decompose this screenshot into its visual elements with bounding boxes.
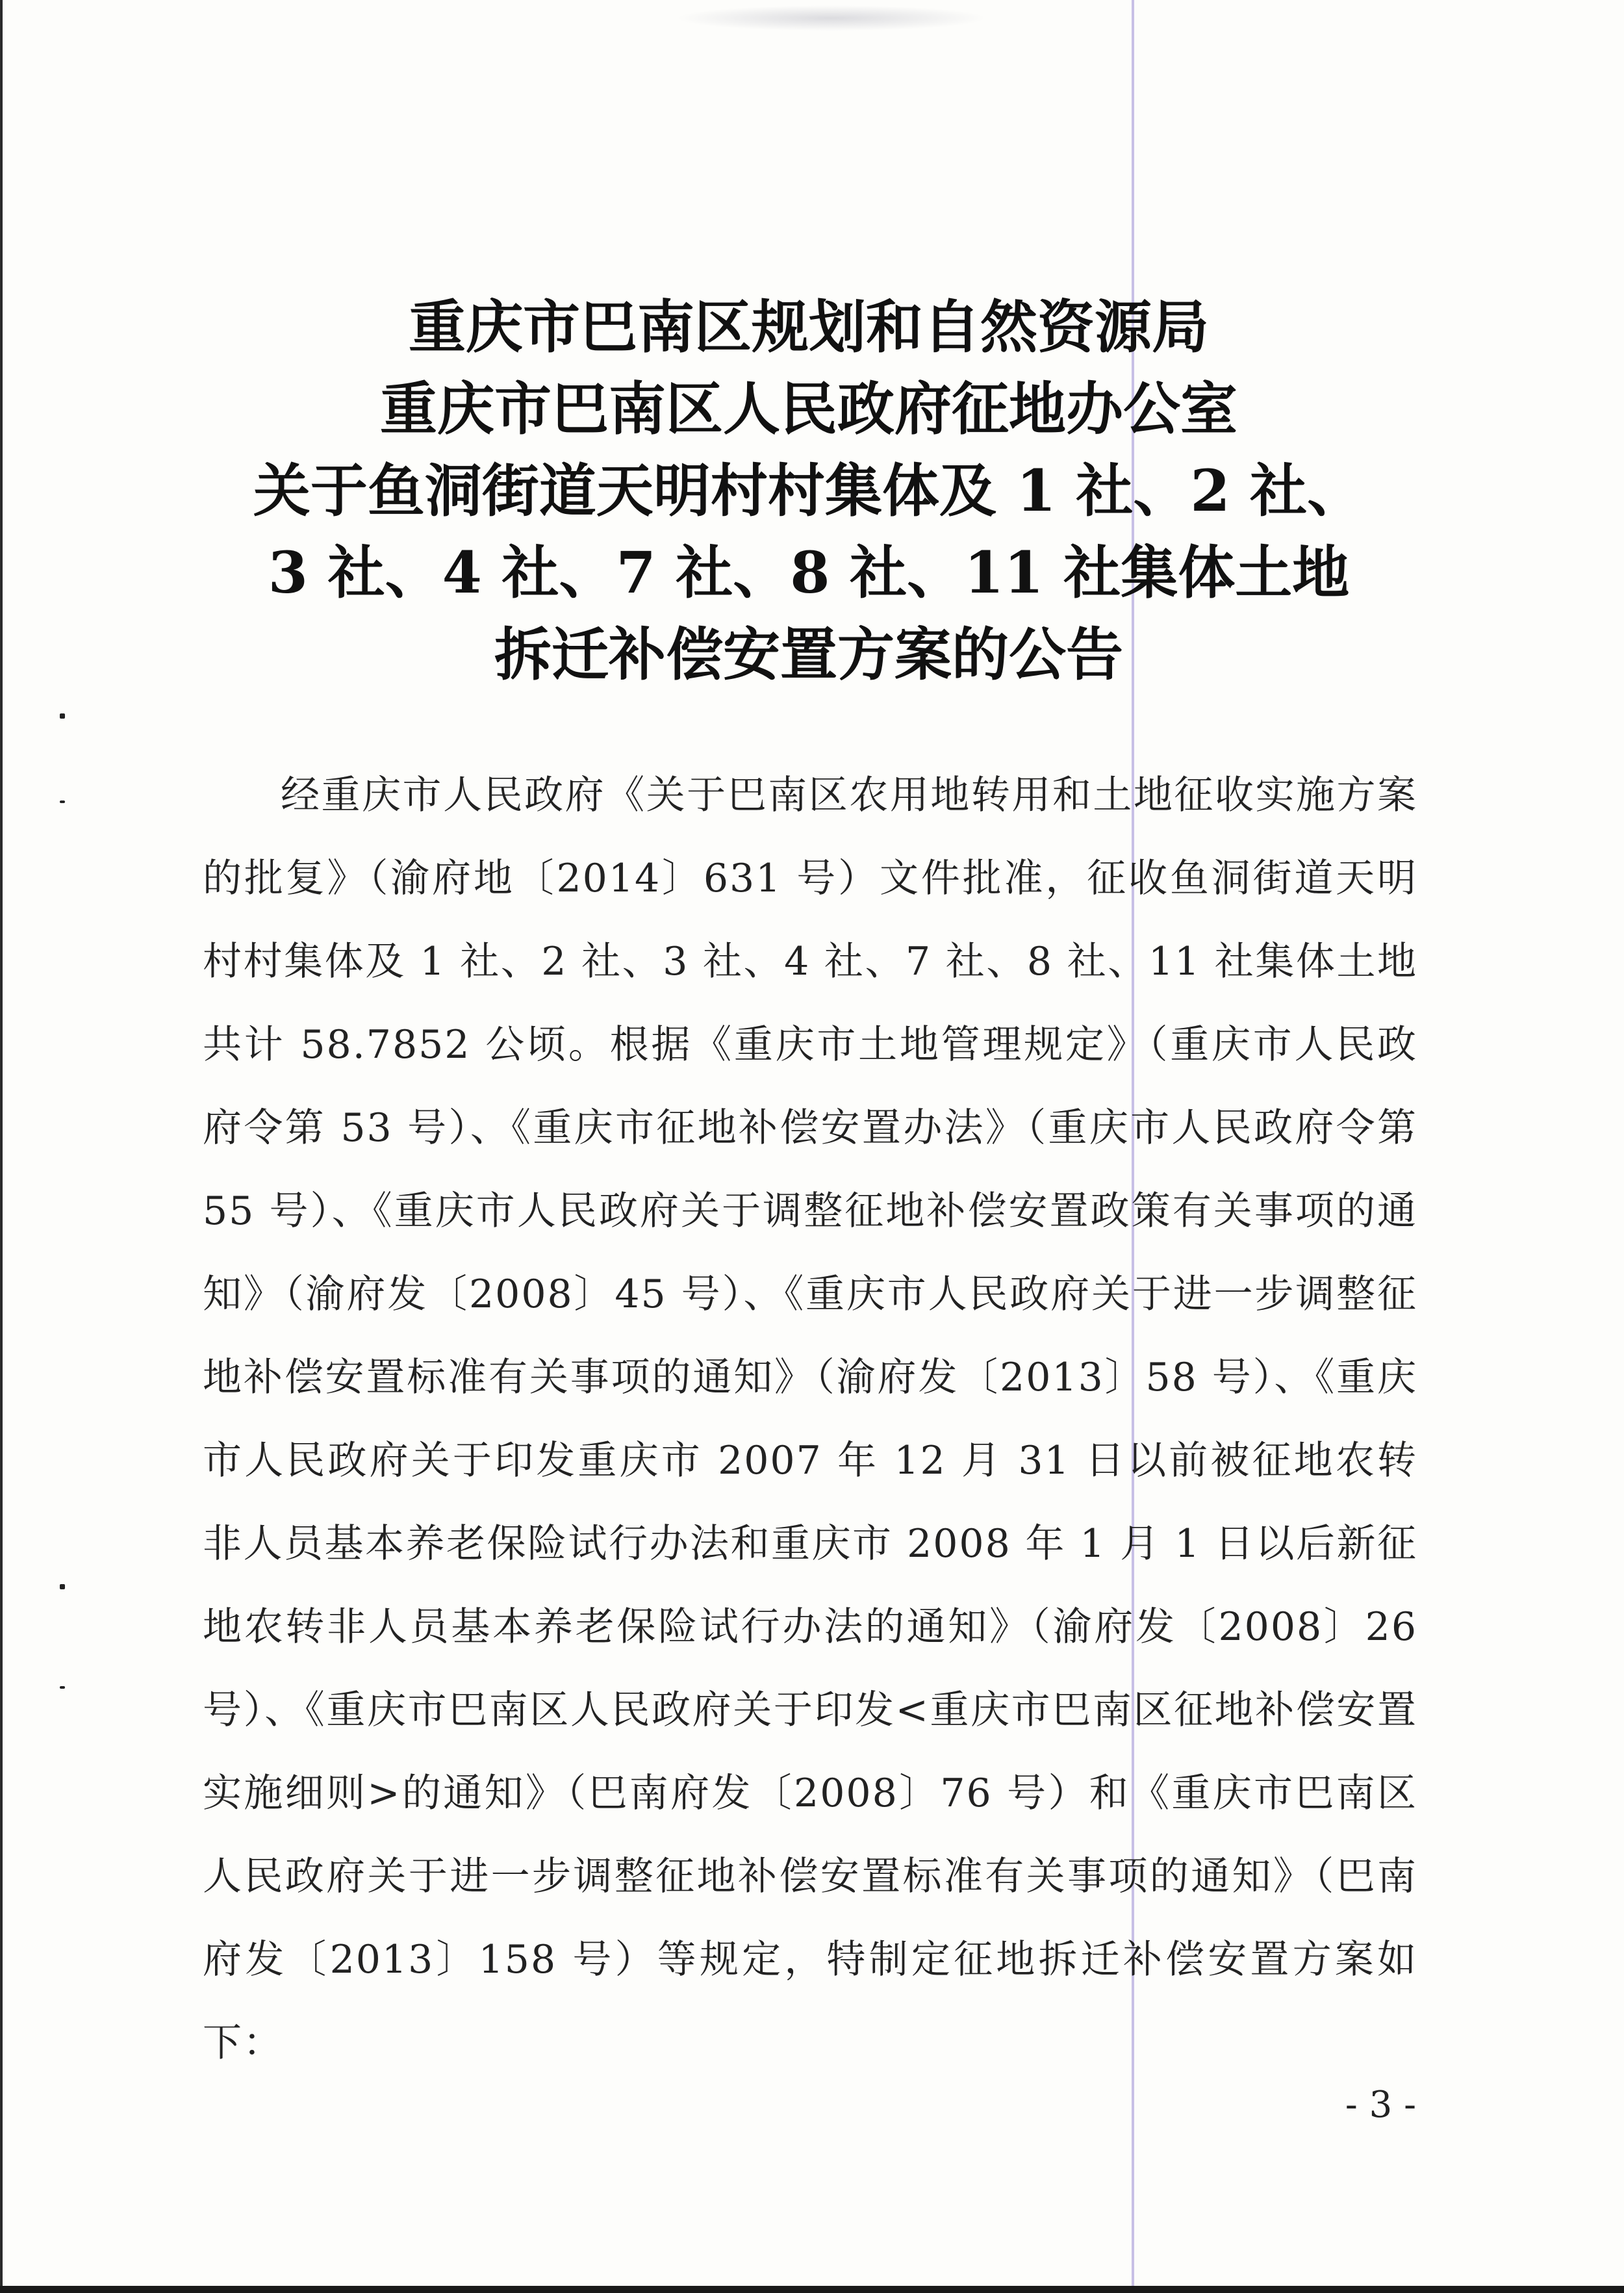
document-title [214,286,1403,695]
title-line: 重庆市巴南区规划和自然资源局 [408,293,1209,361]
page-number: - 3 - [1345,2084,1416,2126]
scan-edge-bottom [0,2286,1624,2293]
title-line: 重庆市巴南区人民政府征地办公室 [379,375,1237,442]
title-line: 关于鱼洞街道天明村村集体及 1 社、2 社、 [253,457,1365,524]
scan-edge-left [0,0,3,2293]
binding-mark [60,1686,65,1689]
binding-mark [60,1584,65,1589]
title-line: 3 社、4 社、7 社、8 社、11 社集体土地 [268,539,1350,606]
body-paragraph: 经重庆市人民政府《关于巴南区农用地转用和土地征收实施方案的批复》（渝府地〔2014〕631 号）文件批准，征收鱼洞街道天明村村集体及 1 社、2 社、3 社、4 社、7 社、8 社、11 社集体土地共计 58.7852 公顷。根据《重庆市土地管理规定》（重庆市人民政府令第 53 号）、《重庆市征地补偿安置办法》（重庆市人民政府令第 55 号）、《重庆市人民政府关于调整征地补偿安置政策有关事项的通知》（渝府发〔2008〕45 号）、《重庆市人民政府关于进一步调整征地补偿安置标准有关事项的通知》（渝府发〔2013〕58 号）、《重庆市人民政府关于印发重庆市 2007 年 12 月 31 日以前被征地农转非人员基本养老保险试行办法和重庆市 2008 年 1 月 1 日以后新征地农转非人员基本养老保险试行办法的通知》（渝府发〔2008〕26 号）、《重庆市巴南区人民政府关于印发<重庆市巴南区征地补偿安置实施细则>的通知》（巴南府发〔2008〕76 号）和《重庆市巴南区人民政府关于进一步调整征地补偿安置标准有关事项的通知》（巴南府发〔2013〕158 号）等规定，特制定征地拆迁补偿安置方案如下： [203,773,1417,2066]
title-line: 拆迁补偿安置方案的公告 [494,621,1123,688]
scan-smudge [676,5,987,31]
binding-mark [60,713,65,719]
binding-mark [60,801,65,803]
